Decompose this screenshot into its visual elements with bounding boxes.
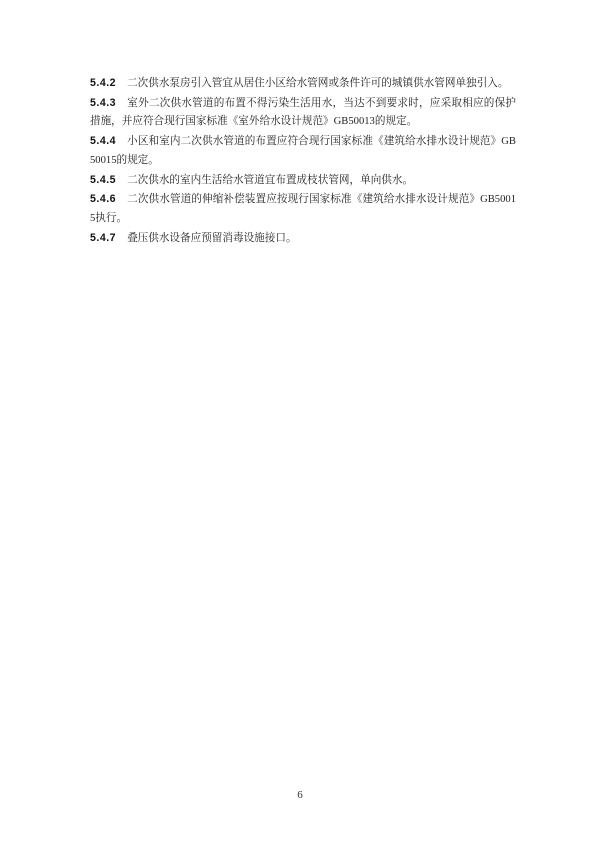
- clause-text: 二次供水管道的伸缩补偿装置应按现行国家标准《建筑给水排水设计规范》GB50015执行。: [90, 194, 516, 224]
- clause-number: 5.4.7: [90, 231, 117, 244]
- clause-text: 小区和室内二次供水管道的布置应符合现行国家标准《建筑给水排水设计规范》GB50015的规定。: [90, 136, 516, 166]
- clause-text: 室外二次供水管道的布置不得污染生活用水，当达不到要求时，应采取相应的保护措施，并应符合现行国家标准《室外给水设计规范》GB50013的规定。: [90, 97, 516, 128]
- clause-number: 5.4.4: [90, 135, 117, 148]
- clause-number: 5.4.6: [90, 193, 117, 206]
- page-number: 6: [297, 789, 303, 801]
- clause-text: 二次供水泵房引入管宜从居住小区给水管网或条件许可的城镇供水管网单独引入。: [127, 78, 509, 89]
- clause-5-4-6: [90, 190, 516, 228]
- clause-5-4-5: [90, 171, 516, 191]
- clause-5-4-4: [90, 132, 516, 170]
- clause-5-4-2: [90, 74, 516, 94]
- clause-5-4-7: [90, 229, 516, 249]
- clause-number: 5.4.5: [90, 173, 117, 186]
- clause-5-4-3: [90, 94, 516, 132]
- page-footer: [0, 785, 600, 803]
- clause-list: [90, 74, 516, 248]
- clause-number: 5.4.2: [90, 77, 117, 89]
- clause-text: 叠压供水设备应预留消毒设施接口。: [127, 232, 297, 244]
- clause-number: 5.4.3: [90, 96, 117, 109]
- clause-text: 二次供水的室内生活给水管道宜布置成枝状管网，单向供水。: [127, 174, 414, 186]
